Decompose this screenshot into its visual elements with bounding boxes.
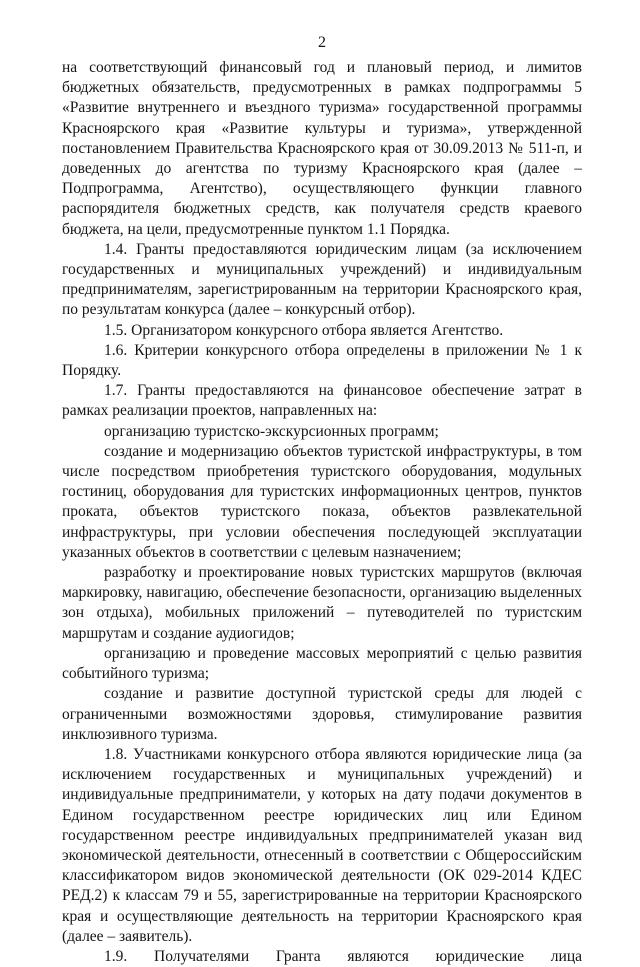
- paragraph-1-6: 1.6. Критерии конкурсного отбора определены в приложении № 1 к Порядку.: [62, 341, 582, 380]
- paragraph-1-8: 1.8. Участниками конкурсного отбора являются юридические лица (за исключением государственных и муниципальных учреждений) и индивидуальные предприниматели, у которых на дату подачи документов в Едином государственном реестре юридических лиц или Едином государственном реестре индивидуальных предпринимателей указан вид экономической деятельности, отнесенный в соответствии с Общероссийским классификатором видов экономической деятельности (ОК 029-2014 КДЕС РЕД.2) к классам 79 и 55, зарегистрированные на территории Красноярского края и осуществляющие деятельность на территории Красноярского края (далее – заявитель).: [62, 745, 582, 945]
- list-item-accessible-environment: создание и развитие доступной туристской среды для людей с ограниченными возможностями здоровья, стимулирование развития инклюзивного туризма.: [62, 685, 582, 743]
- list-item-excursion-programs: организацию туристско-экскурсионных программ;: [104, 422, 439, 440]
- list-item-events: организацию и проведение массовых мероприятий с целью развития событийного туризма;: [62, 644, 582, 683]
- document-body: [62, 58, 582, 967]
- paragraph-1-7: 1.7. Гранты предоставляются на финансовое обеспечение затрат в рамках реализации проектов, направленных на:: [62, 382, 582, 420]
- document-page: [62, 34, 582, 967]
- page-number: 2: [318, 34, 326, 51]
- list-item-routes: разработку и проектирование новых туристских маршрутов (включая маркировку, навигацию, обеспечение безопасности, организацию выделенных зон отдыха), мобильных приложений – путеводителей по туристским маршрутам и создание аудиогидов;: [62, 564, 582, 642]
- paragraph-1-9: 1.9. Получателями Гранта являются юридические лица: [104, 947, 582, 965]
- paragraph-1-5: 1.5. Организатором конкурсного отбора является Агентство.: [104, 321, 504, 339]
- paragraph-1-4: 1.4. Гранты предоставляются юридическим лицам (за исключением государственных и муниципальных учреждений) и индивидуальным предпринимателям, зарегистрированным на территории Красноярского края, по результатам конкурса (далее – конкурсный отбор).: [62, 240, 582, 319]
- paragraph-continuation: на соответствующий финансовый год и плановый период, и лимитов бюджетных обязательств, предусмотренных в рамках подпрограммы 5 «Развитие внутреннего и въездного туризма» государственной программы Красноярского края «Развитие культуры и туризма», утвержденной постановлением Правительства Красноярского края от 30.09.2013 № 511-п, и доведенных до агентства по туризму Красноярского края (далее – Подпрограмма, Агентство), осуществляющего функции главного распорядителя бюджетных средств, как получателя средств краевого бюджета, на цели, предусмотренные пунктом 1.1 Порядка.: [62, 59, 582, 238]
- list-item-infrastructure: создание и модернизацию объектов туристской инфраструктуры, в том числе посредством приобретения туристского оборудования, модульных гостиниц, оборудования для туристских информационных центров, пунктов проката, объектов туристского показа, объектов развлекательной инфраструктуры, при условии обеспечения последующей эксплуатации указанных объектов в соответствии с целевым назначением;: [62, 442, 582, 561]
